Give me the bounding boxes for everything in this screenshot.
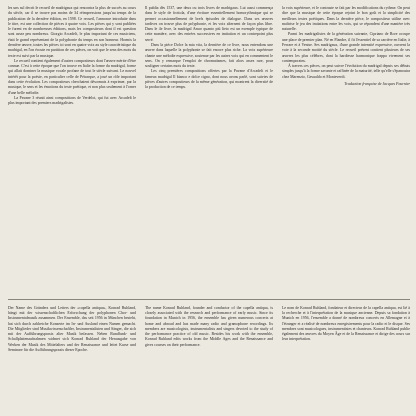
paragraph: Parmi les madrigalistes de la génération suivante, Cipriano de Rore occupe une place de premier plan. Né en Flandre, il fit l'essentiel de sa carrière en Italie, à Ferrare et à Venise. Ses madrigaux, d'une grande intensité expressive, ouvrent la voie à la seconde moitié du siècle. Le recueil présent contient plusieurs de ses œuvres les plus célèbres, dont la hardiesse harmonique frappa vivement ses contemporains. [282, 32, 410, 63]
paragraph: La Pavane 3 réunit ainsi compositions de Verdelot, qui fut avec Arcadelt le plus important des premiers madrigalistes. [8, 95, 136, 106]
paragraph: les uns sul decrit le recueil de madrigaux qui rencontra la plus de succès au cours du siècle, car il se trouve pas moins de 34 réimpressions jusqu'au temps de la publication de la dernière édition, en 1598. Ce recueil, l'annonce introduite dans le titre, est une collection de pièces à quatre voix. Les pièces qui y sont publiées le furent en de nombreuses éditions, mais les compositeurs dont il est question sont assez peu nombreux. Giorgio Arcadelt, le plus important de ces musiciens, était le grand représentant de la polyphonie du temps en son honneur. Hormis la dernière œuvre, toutes les pièces ici sont en quatre voix au style caractéristique du madrigal, en l'on écoute en partition de ces pièces, on voit que le sens des mots du texte est suivi par la musique. [8, 6, 136, 58]
section-divider [8, 299, 410, 300]
paragraph: Le recueil contient également d'autres compositeurs dont l'œuvre mérite d'être connue. C'est à cette époque que l'on trouve en Italie la forme du madrigal, forme qui allait dominer la musique vocale profane de tout le siècle suivant. Le nouvel intérêt pour la poésie, en particulier celle de Pétrarque, a joué un rôle important dans cette évolution. Les compositeurs cherchaient désormais à exprimer, par la musique, le sens et les émotions du texte poétique, et non plus seulement à l'orner d'une belle mélodie. [8, 58, 136, 95]
paragraph: Der Name des Gründers und Leiters der «capella antiqua», Konrad Ruhland, hängt mit der wissenschaftlichen Erforschung der polyphonen Chor- und Instrumentalmusik zusammen. Der Ensemble, das seit 1956 in München besteht, hat sich durch zahlreiche Konzerte im In- und Ausland einen Namen gemacht. Die Mitglieder sind Musikwissenschaftler, Instrumentalisten und Sänger, die sich mit der Aufführungspraxis alter Musik befassen. Neben Rundfunk- und Schallplattenaufnahmen widmet sich Konrad Ruhland der Herausgabe von Werken der Musik des Mittelalters und der Renaissance und leitet Kurse und Seminare für die Aufführungspraxis dieser Epoche. [8, 306, 136, 352]
french-notes [8, 6, 410, 294]
paragraph: The name Konrad Ruhland, founder and conductor of the capella antiqua, is closely associated with the research and performance of early music. Since its foundation in Munich in 1956, the ensemble has given numerous concerts at home and abroad and has made many radio and gramophone recordings. Its members are musicologists, instrumentalists and singers devoted to the study of the performance practice of old music. Besides his work with the ensemble, Konrad Ruhland edits works from the Middle Ages and the Renaissance and gives courses on their performance. [145, 306, 273, 347]
text-column-2 [145, 6, 273, 294]
paragraph: Il publia dès 1537, une deux ou trois livres de madrigaux. Lui aussi commença dans le style de frottola, d'une écriture essentiellement homorythmique qui se permet occasionnellement de brefs épisodes de dialogue. Dans ses œuvres tardives on trouve plus de polyphonie, et les voix alternent de façon plus libre. Dans le 4e livre, la madrigal Amor quanto più lieto est un exemple typique de cette manière, avec des entrées successives en imitation et un contrepoint plus serré. [145, 6, 273, 42]
paragraph: Les cinq premières compositions offertes par la Pavane d'Arcadelt et le fameux madrigal Il bianco e dolce cigno, dont nous avons parlé, sont suivies de pièces d'autres compositeurs de la même génération, qui montrent la diversité de la production de ce temps. [145, 69, 273, 90]
paragraph: la voix supérieure, et le contraste se fait par les modifications du rythme. On peut dire que la musique de cette époque rejoint le bon goût et la simplicité des meilleurs textes poétiques. Dans la dernière pièce, le compositeur utilise avec maîtrise le jeu des imitations entre les voix, qui se répondent d'une manière très naturelle. [282, 6, 410, 32]
biography-german [8, 306, 136, 412]
paragraph: À travers ces pièces, on peut suivre l'évolution du madrigal depuis ses débuts simples jusqu'à la forme savante et raffinée de la maturité, telle qu'elle s'épanouira chez Marenzio, Gesualdo et Monteverdi. [282, 64, 410, 79]
biography-english [145, 306, 273, 412]
text-column-1 [8, 6, 136, 294]
text-column-3 [282, 6, 410, 294]
biography-french [282, 306, 410, 412]
translator-credit: Traduction française de Jacques Fournier [344, 81, 410, 86]
paragraph: Le nom de Konrad Ruhland, fondateur et directeur de la capella antiqua, est lié à la recherche et à l'interprétation de la musique ancienne. Depuis sa fondation à Munich en 1956, l'ensemble a donné de nombreux concerts en Allemagne et à l'étranger et a réalisé de nombreux enregistrements pour la radio et le disque. Ses membres sont musicologues, instrumentistes et chanteurs. Konrad Ruhland publie également des œuvres du Moyen Âge et de la Renaissance et dirige des cours sur leur interprétation. [282, 306, 410, 342]
paragraph: Dans la pièce Dolce la mia vita, la dernière de ce livre, nous entendons une œuvre dans laquelle la polyphonie se fait encore plus riche. La voix supérieure chante une mélodie expressive, soutenue par les autres voix qui en commentent le sens. On y remarque l'emploi de chromatismes, fait alors assez rare, pour souligner certains mots du texte. [145, 42, 273, 69]
performer-biography [8, 306, 410, 412]
